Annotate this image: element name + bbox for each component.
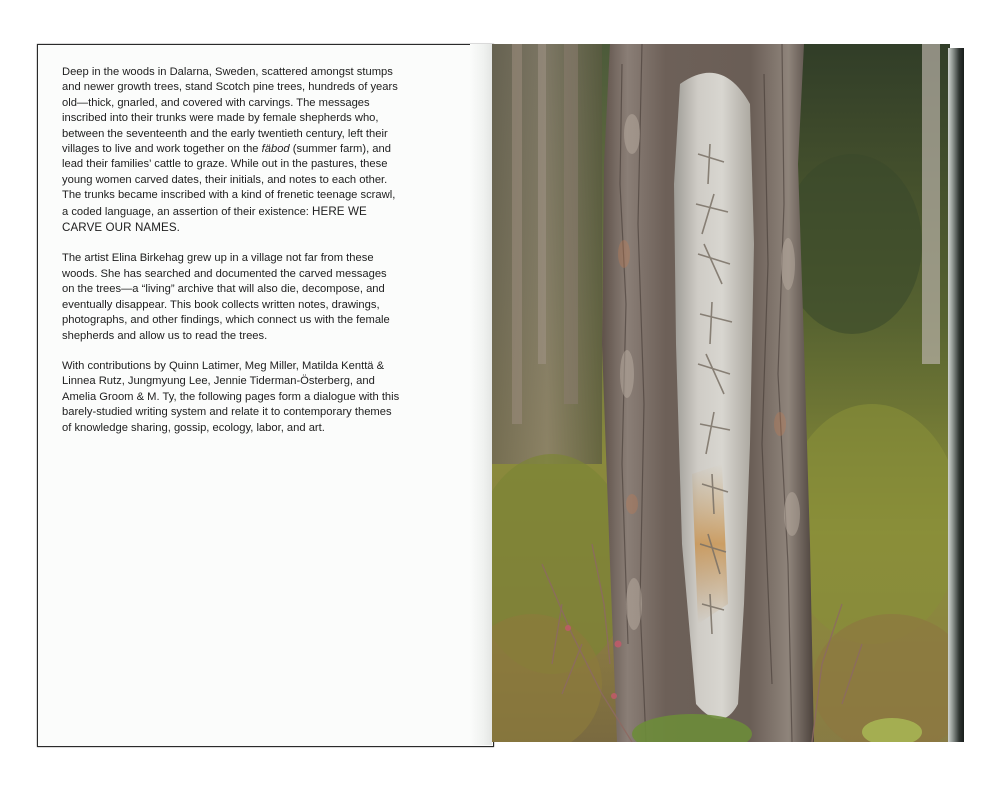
book-page-edge xyxy=(948,48,964,742)
paragraph-artist: The artist Elina Birkehag grew up in a village not far from these woods. She has searched and documented the carved messages on the trees—a “living” archive that will also die, decompose, and eventually disappear. This book collects written notes, drawings, photographs, and other findings, which connect us with the female shepherds and allow us to read the trees. xyxy=(62,252,390,342)
left-page xyxy=(37,44,494,747)
intro-italic-word: fäbod xyxy=(261,143,290,156)
paragraph-contributors: With contributions by Quinn Latimer, Meg Miller, Matilda Kenttä & Linnea Rutz, Jungmyung Lee, Jennie Tiderman-Österberg, and Amelia Groom & M. Ty, the following pages form a dialogue with this barely-studied writing system and relate it to contemporary themes of knowledge sharing, gossip, ecology, labor, and art. xyxy=(62,359,400,434)
tree-photo xyxy=(492,44,950,742)
right-page-photo xyxy=(492,44,950,742)
description-text xyxy=(62,65,402,451)
book-gutter xyxy=(470,44,492,745)
intro-text-part-2: (summer farm), and lead their families’ cattle to graze. While out in the pastures, these young women carved dates, their initials, and notes to each other. The trunks became inscribed with a kind of frenetic teenage scrawl, a coded language, an assertion of their existence: xyxy=(62,143,396,218)
intro-text-part-1: Deep in the woods in Dalarna, Sweden, scattered amongst stumps and newer growth trees, stand Scotch pine trees, hundreds of years old—thick, gnarled, and covered with carvings. The messages inscribed into their trunks were made by female shepherds who, between the seventeenth and the early twentieth century, left their villages to live and work together on the xyxy=(62,66,398,156)
intro-caps-phrase: HERE WE CARVE OUR NAMES. xyxy=(62,204,367,235)
paragraph-intro xyxy=(62,65,402,236)
